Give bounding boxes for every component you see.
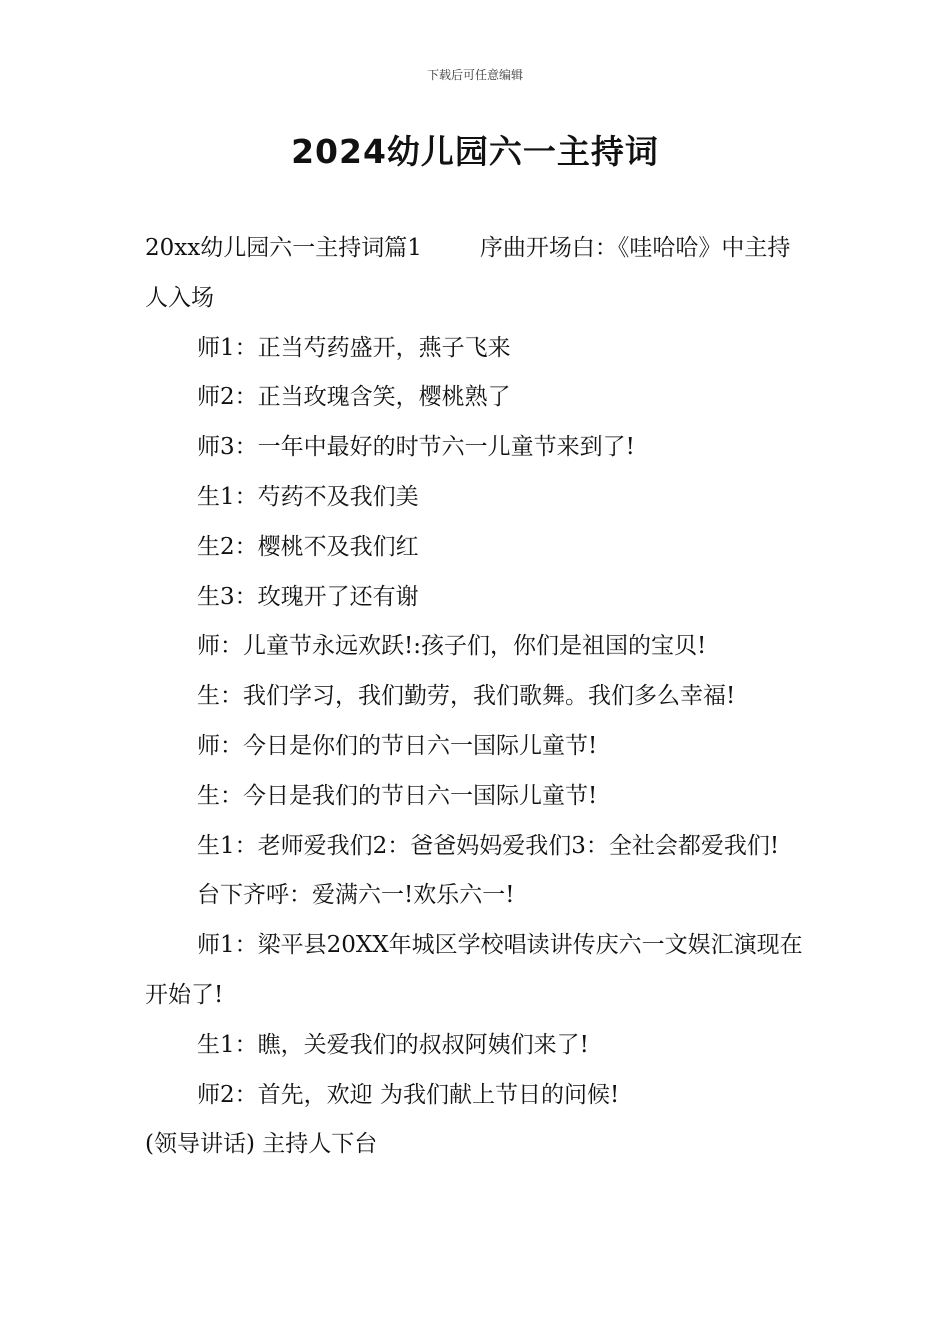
- paragraph: 生1：老师爱我们2：爸爸妈妈爱我们3：全社会都爱我们!: [197, 832, 780, 859]
- paragraph: 师：儿童节永远欢跃!:孩子们，你们是祖国的宝贝!: [197, 633, 707, 660]
- paragraph: 师1：正当芍药盛开，燕子飞来: [197, 334, 511, 361]
- document-title: 2024幼儿园六一主持词: [291, 132, 659, 171]
- paragraph: 师3：一年中最好的时节六一儿童节来到了!: [197, 434, 635, 461]
- paragraph: 生1：芍药不及我们美: [197, 483, 419, 510]
- intro-heading: 20xx幼儿园六一主持词篇1: [145, 235, 422, 261]
- intro-rest: 序曲开场白：《哇哈哈》中主持人入场: [145, 235, 791, 311]
- paragraph: 生：我们学习，我们勤劳，我们歌舞。我们多么幸福!: [197, 683, 736, 710]
- paragraph: (领导讲话) 主持人下台: [145, 1131, 378, 1158]
- paragraph: 师1：梁平县20XX年城区学校唱读讲传庆六一文娱汇演现在开始了!: [145, 932, 803, 1008]
- paragraph: 生3：玫瑰开了还有谢: [197, 583, 419, 610]
- paragraph: 生2：樱桃不及我们红: [197, 533, 419, 560]
- paragraph: 生：今日是我们的节日六一国际儿童节!: [197, 782, 598, 809]
- paragraph: 生1：瞧，关爱我们的叔叔阿姨们来了!: [197, 1031, 589, 1058]
- paragraph: 师2：首先，欢迎 为我们献上节日的问候!: [197, 1081, 620, 1108]
- paragraph: 台下齐呼：爱满六一!欢乐六一!: [197, 882, 515, 909]
- header-note: 下载后可任意编辑: [426, 68, 523, 82]
- document-body: [145, 224, 813, 1170]
- paragraph: 师2：正当玫瑰含笑，樱桃熟了: [197, 384, 511, 411]
- paragraph: 师：今日是你们的节日六一国际儿童节!: [197, 732, 598, 759]
- intro-paragraph: [145, 224, 813, 324]
